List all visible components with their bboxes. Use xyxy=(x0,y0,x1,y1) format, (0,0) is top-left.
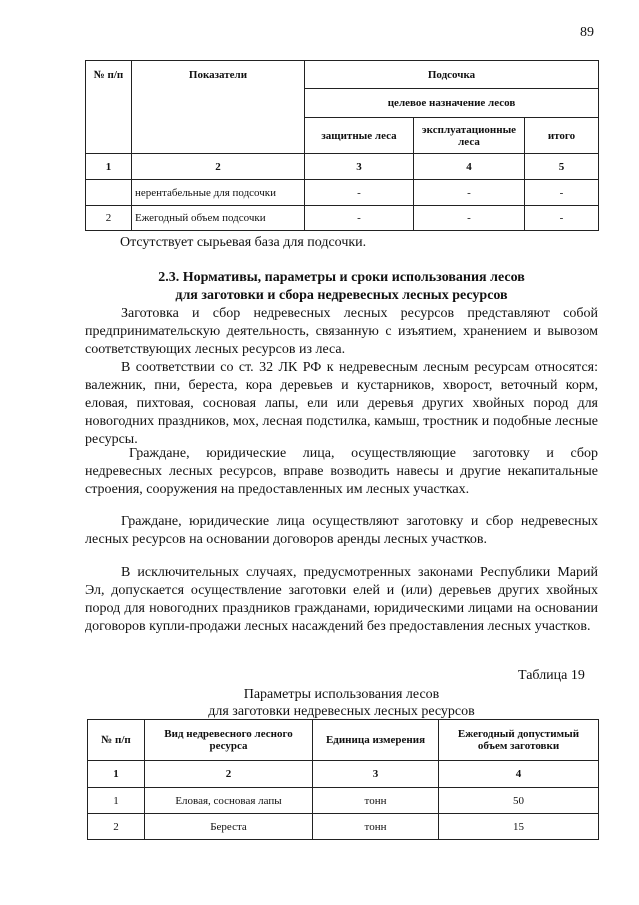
tapping-table xyxy=(85,60,599,231)
t1-numbering-cell: 5 xyxy=(525,154,599,180)
table-row xyxy=(86,206,599,231)
paragraph: Граждане, юридические лица осуществляют заготовку и сбор недревесных лесных ресурсов на основании договоров аренды лесных участков. xyxy=(85,514,598,547)
t2-numbering-row xyxy=(88,761,599,788)
t2-numbering-cell: 3 xyxy=(313,761,439,788)
t1-cell-num xyxy=(86,180,132,206)
t2-header-volume: Ежегодный допустимый объем заготовки xyxy=(439,720,599,761)
section-heading xyxy=(85,269,598,305)
t1-header-num: № п/п xyxy=(86,61,132,154)
t2-cell-num: 2 xyxy=(88,814,145,840)
paragraph: В исключительных случаях, предусмотренных законами Республики Марий Эл, допускается осуществление заготовки елей и (или) деревьев других хвойных пород для новогодних праздников гражданами, юридическими лицами на основании договоров купли-продажи лесных насаждений без предоставления лесных участков. xyxy=(85,565,598,634)
t1-cell-protective: - xyxy=(305,206,414,231)
t2-header-num: № п/п xyxy=(88,720,145,761)
absent-note: Отсутствует сырьевая база для подсочки. xyxy=(120,235,367,250)
t2-numbering-cell: 2 xyxy=(145,761,313,788)
section-heading-line1: 2.3. Нормативы, параметры и сроки использования лесов xyxy=(158,270,525,285)
table-label: Таблица 19 xyxy=(518,668,585,683)
t1-numbering-cell: 3 xyxy=(305,154,414,180)
paragraph: Заготовка и сбор недревесных лесных ресурсов представляют собой предпринимательскую деятельность, связанную с изъятием, хранением и вывозом соответствующих лесных ресурсов из леса. xyxy=(85,306,598,357)
t1-numbering-cell: 1 xyxy=(86,154,132,180)
t1-header-indicators: Показатели xyxy=(132,61,305,154)
t1-cell-operational: - xyxy=(414,206,525,231)
t2-cell-name: Еловая, сосновая лапы xyxy=(145,788,313,814)
t2-numbering-cell: 1 xyxy=(88,761,145,788)
t1-numbering-row xyxy=(86,154,599,180)
t1-cell-total: - xyxy=(525,206,599,231)
t1-cell-protective: - xyxy=(305,180,414,206)
t1-cell-total: - xyxy=(525,180,599,206)
t1-cell-num: 2 xyxy=(86,206,132,231)
paragraph: Граждане, юридические лица, осуществляющие заготовку и сбор недревесных лесных ресурсов, вправе возводить навесы и другие некапитальные строения, сооружения на предоставленных им лесных участках. xyxy=(85,446,598,497)
t2-cell-name: Береста xyxy=(145,814,313,840)
t2-cell-num: 1 xyxy=(88,788,145,814)
t1-header-purpose: целевое назначение лесов xyxy=(305,89,599,118)
table-title xyxy=(85,686,598,720)
t1-header-protective: защитные леса xyxy=(305,118,414,154)
t2-numbering-cell: 4 xyxy=(439,761,599,788)
t1-cell-operational: - xyxy=(414,180,525,206)
t1-header-total: итого xyxy=(525,118,599,154)
t2-header-resource: Вид недревесного лесного ресурса xyxy=(145,720,313,761)
t1-header-tapping: Подсочка xyxy=(305,61,599,89)
t1-cell-name: Ежегодный объем подсочки xyxy=(132,206,305,231)
t1-cell-name: нерентабельные для подсочки xyxy=(132,180,305,206)
t1-header-operational: эксплуатационные леса xyxy=(414,118,525,154)
t2-header-unit: Единица измерения xyxy=(313,720,439,761)
t2-cell-volume: 50 xyxy=(439,788,599,814)
t1-numbering-cell: 2 xyxy=(132,154,305,180)
t1-numbering-cell: 4 xyxy=(414,154,525,180)
t2-cell-unit: тонн xyxy=(313,788,439,814)
table-title-line1: Параметры использования лесов xyxy=(243,687,440,702)
non-timber-table xyxy=(87,719,599,840)
section-heading-line2: для заготовки и сбора недревесных лесных ресурсов xyxy=(175,288,508,303)
paragraph: В соответствии со ст. 32 ЛК РФ к недревесным лесным ресурсам относятся: валежник, пни, береста, кора деревьев и кустарников, хворост, веточный корм, еловая, пихтовая, сосновая лапы, ели или деревья других хвойных пород для новогодних праздников, мох, лесная подстилка, камыш, тростник и подобные лесные ресурсы. xyxy=(85,360,598,447)
table-row xyxy=(88,814,599,840)
table-title-line2: для заготовки недревесных лесных ресурсов xyxy=(208,704,475,719)
table-row xyxy=(88,788,599,814)
page-number: 89 xyxy=(580,25,594,40)
t2-cell-unit: тонн xyxy=(313,814,439,840)
table-row xyxy=(86,180,599,206)
t2-cell-volume: 15 xyxy=(439,814,599,840)
